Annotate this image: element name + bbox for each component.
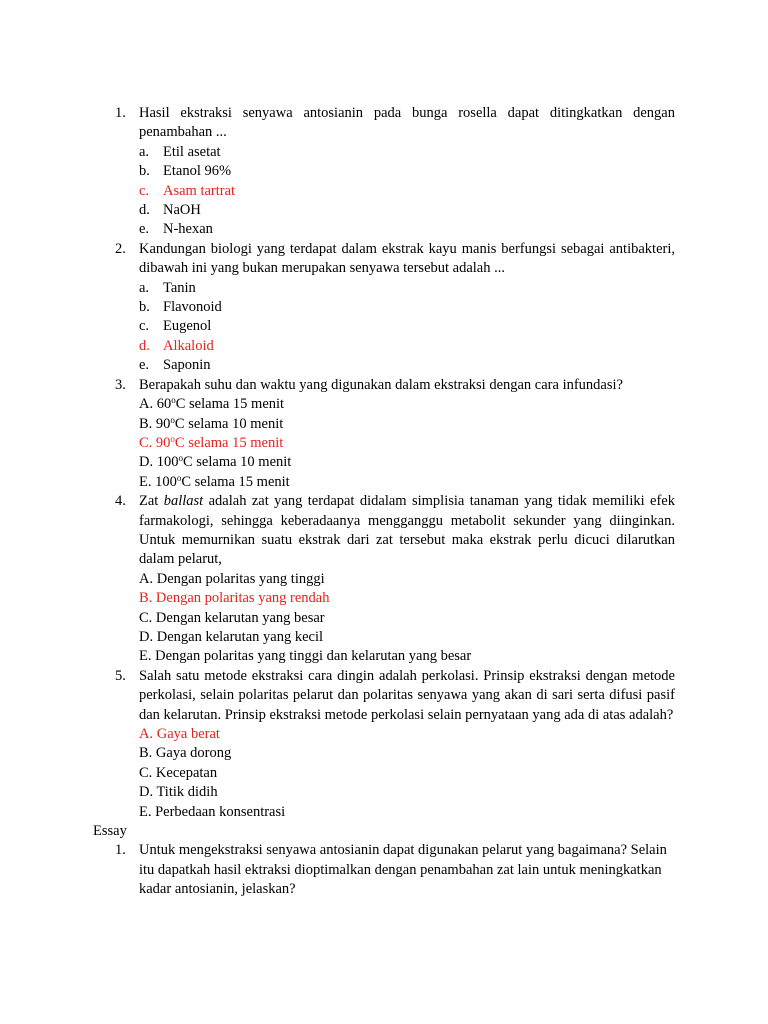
question-2 <box>93 240 675 376</box>
essay-question-1 <box>93 841 675 899</box>
option-a: a. Etil asetat <box>139 143 221 160</box>
option-d: D. 100$^o$C selama 10 menit <box>139 453 292 471</box>
option-e: e. N-hexan <box>139 221 213 238</box>
question-text: Untuk mengekstraksi senyawa antosianin dapat digunakan pelarut yang bagaimana? Selain itu dapatkah hasil ektraksi dioptimalkan dengan penambahan zat lain untuk meningkatkan kadar antosianin, jelaskan? <box>139 842 667 898</box>
question-number: 5. <box>115 667 126 684</box>
question-list <box>93 104 675 900</box>
option-e: E. 100$^o$C selama 15 menit <box>139 472 290 490</box>
option-b: B. 90$^o$C selama 10 menit <box>139 414 284 432</box>
question-5 <box>93 667 675 822</box>
question-text: Kandungan biologi yang terdapat dalam ekstrak kayu manis berfungsi sebagai antibakteri, dibawah ini yang bukan merupakan senyawa tersebut adalah ... <box>139 240 675 277</box>
italic-term: ballast <box>163 493 204 510</box>
question-3 <box>93 376 675 492</box>
option-e: e. Saponin <box>139 357 211 374</box>
option-b: b. Etanol 96% <box>139 163 232 180</box>
question-1 <box>93 104 675 240</box>
option-a: A. Dengan polaritas yang tinggi <box>139 570 325 587</box>
option-b-correct: B. Dengan polaritas yang rendah <box>139 590 330 607</box>
option-e: E. Perbedaan konsentrasi <box>139 803 286 820</box>
option-c: c. Eugenol <box>139 318 212 335</box>
option-d: D. Titik didih <box>139 784 218 801</box>
question-text: Berapakah suhu dan waktu yang digunakan dalam ekstraksi dengan cara infundasi? <box>139 376 623 393</box>
option-b: b. Flavonoid <box>139 299 222 316</box>
question-number: 3. <box>115 376 126 393</box>
option-a: a. Tanin <box>139 279 196 296</box>
option-a: A. 60$^o$C selama 15 menit <box>139 395 285 413</box>
option-c-correct: C. 90$^o$C selama 15 menit <box>139 433 284 451</box>
option-b: B. Gaya dorong <box>139 745 232 762</box>
question-number: 4. <box>115 493 126 510</box>
question-text: Zat ballast adalah zat yang terdapat didalam simplisia tanaman yang tidak memiliki efek farmakologi, sehingga keberadaanya mengganggu metabolit sekunder yang diinginkan. Untuk memurnikan suatu ekstrak dari zat tersebut maka ekstrak perlu dicuci dilarutkan dalam pelarut, <box>139 493 675 568</box>
question-text: Salah satu metode ekstraksi cara dingin adalah perkolasi. Prinsip ekstraksi dengan metode perkolasi, selain polaritas pelarut dan polaritas senyawa yang akan di sari serta difusi pasif dan kelarutan. Prinsip ekstraksi metode perkolasi selain pernyataan yang ada di atas adalah? <box>139 667 675 723</box>
option-a-correct: A. Gaya berat <box>139 726 220 742</box>
option-c-correct: c. Asam tartrat <box>139 182 236 199</box>
option-d-correct: d. Alkaloid <box>139 337 214 354</box>
question-number: 1. <box>115 105 126 121</box>
option-c: C. Kecepatan <box>139 764 218 781</box>
option-d: d. NaOH <box>139 202 201 219</box>
essay-heading: Essay <box>93 823 127 840</box>
question-number: 1. <box>115 842 126 859</box>
option-e: E. Dengan polaritas yang tinggi dan kelarutan yang besar <box>139 648 472 665</box>
option-d: D. Dengan kelarutan yang kecil <box>139 628 323 645</box>
question-text: Hasil ekstraksi senyawa antosianin pada bunga rosella dapat ditingkatkan dengan penambahan ... <box>139 105 675 141</box>
option-c: C. Dengan kelarutan yang besar <box>139 609 325 626</box>
question-number: 2. <box>115 240 126 257</box>
question-4 <box>93 492 675 667</box>
